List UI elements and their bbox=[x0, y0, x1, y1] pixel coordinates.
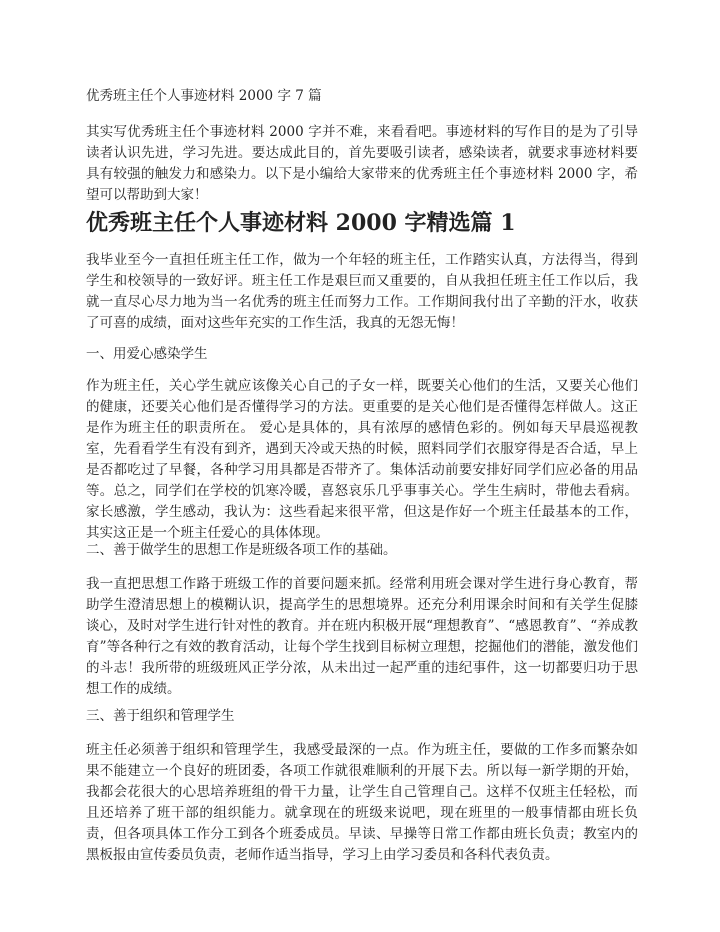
subsection-title-thought: 二、善于做学生的思想工作是班级各项工作的基础。 bbox=[86, 542, 397, 558]
subsection-title-management: 三、善于组织和管理学生 bbox=[86, 708, 235, 724]
opening-paragraph: 我毕业至今一直担任班主任工作，做为一个年轻的班主任，工作踏实认真，方法得当，得到学生和校领导的一致好评。班主任工作是艰巨而又重要的，自从我担任班主任工作以后，我就一直尽心尽力地为当一名优秀的班主任而努力工作。工作期间我付出了辛勤的汗水，收获了可喜的成绩，面对这些年充实的工作生活，我真的无怨无悔！ bbox=[86, 252, 638, 331]
document-title: 优秀班主任个人事迹材料 2000 字 7 篇 bbox=[86, 88, 322, 104]
subsection-text-love: 作为班主任，关心学生就应该像关心自己的子女一样，既要关心他们的生活，又要关心他们的健康，还要关心他们是否懂得学习的方法。更重要的是关心他们是否懂得怎样做人。这正是作为班主任的职责所在。 爱心是具体的，具有浓厚的感情色彩的。例如每天早晨巡视教室，先看看学生有没有到齐，遇到天冷或天热的时候，照料同学们衣服穿得是否合适，早上是否都吃过了早餐，各种学习用具都是否带齐了。集体活动前要安排好同学们应必备的用品等。总之，同学们在学校的饥寒冷暖，喜怒哀乐几乎事事关心。学生生病时，带他去看病。家长感激，学生感动，我认为：这些看起来很平常，但这是作好一个班主任最基本的工作，其实这正是一个班主任爱心的具体体现。 bbox=[86, 378, 638, 541]
subsection-text-management: 班主任必须善于组织和管理学生，我感受最深的一点。作为班主任，要做的工作多而繁杂如果不能建立一个良好的班团委，各项工作就很难顺利的开展下去。所以每一新学期的开始，我都会花很大的心思培养班组的骨干力量，让学生自己管理自己。这样不仅班主任轻松，而且还培养了班干部的组织能力。就拿现在的班级来说吧，现在班里的一般事情都由班长负责，但各项具体工作分工到各个班委成员。早读、早操等日常工作都由班长负责；教室内的黑板报由宣传委员负责，老师作适当指导，学习上由学习委员和各科代表负责。 bbox=[86, 742, 638, 863]
section-heading: 优秀班主任个人事迹材料 2000 字精选篇 1 bbox=[86, 210, 516, 236]
intro-paragraph: 其实写优秀班主任个事迹材料 2000 字并不难，来看看吧。事迹材料的写作目的是为了引导读者认识先进，学习先进。要达成此目的，首先要吸引读者，感染读者，就要求事迹材料要具有较强的触发力和感染力。以下是小编给大家带来的优秀班主任个事迹材料 2000 字，希望可以帮助到大家！ bbox=[86, 124, 638, 203]
subsection-text-thought: 我一直把思想工作路于班级工作的首要问题来抓。经常利用班会课对学生进行身心教育，帮助学生澄清思想上的模糊认识，提高学生的思想境界。还充分利用课余时间和有关学生促膝谈心，及时对学生进行针对性的教育。并在班内积极开展“理想教育”、“感恩教育”、“养成教育”等各种行之有效的教育活动，让每个学生找到目标树立理想，挖掘他们的潜能，激发他们的斗志！我所带的班级班风正学分浓，从未出过一起严重的违纪事件，这一切都要归功于思想工作的成绩。 bbox=[86, 576, 638, 697]
subsection-title-love: 一、用爱心感染学生 bbox=[86, 346, 208, 362]
